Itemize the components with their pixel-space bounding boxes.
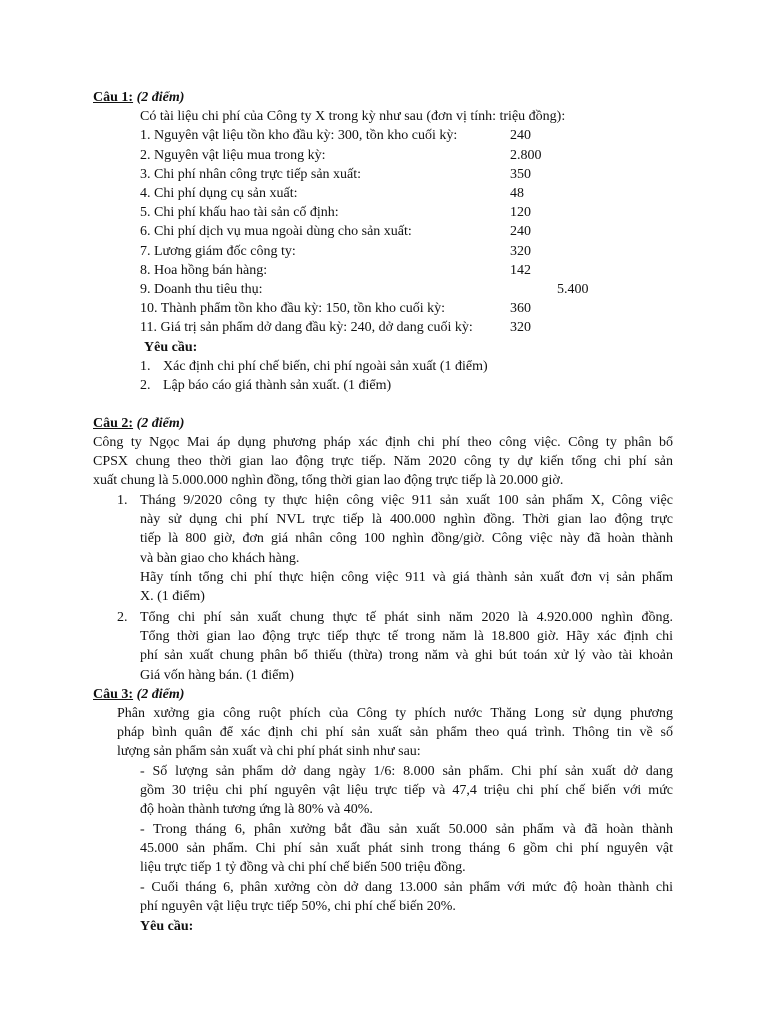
paragraph-line: pháp bình quân để xác định chi phí sản xuất sản phẩm theo quá trình. Thông tin về số	[117, 725, 673, 741]
paragraph-line: tiếp là 800 giờ, đơn giá nhân công 100 nghìn đồng/giờ. Công việc này đã hoàn thành	[140, 531, 673, 547]
paragraph-line: và bàn giao cho khách hàng.	[140, 550, 300, 566]
cost-item-label: 3. Chi phí nhân công trực tiếp sản xuất:	[140, 167, 362, 182]
cost-item-value: 320	[510, 320, 531, 335]
paragraph-line: X. (1 điểm)	[140, 589, 205, 605]
cost-item-value: 2.800	[510, 148, 542, 163]
question-2-item-1	[140, 491, 673, 606]
paragraph-line: này sử dụng chi phí NVL trực tiếp là 400.000 nghìn đồng. Thời gian lao động trực	[140, 512, 673, 528]
paragraph-line: Tổng chi phí sản xuất chung thực tế phát sinh năm 2020 là 4.920.000 nghìn đồng.	[140, 610, 673, 625]
paragraph-line: lượng sản phẩm sản xuất và chi phí phát sinh như sau:	[117, 744, 421, 760]
question-number: Câu 1:	[93, 90, 134, 105]
paragraph-line: CPSX chung theo thời gian lao động trực tiếp. Năm 2020 công ty dự kiến tổng chi phí sản	[93, 454, 673, 470]
cost-item-label: 2. Nguyên vật liệu mua trong kỳ:	[140, 148, 326, 163]
question-3-bullet-2	[140, 820, 673, 878]
cost-item-label: 9. Doanh thu tiêu thụ:	[140, 282, 263, 297]
requirement-text: Lập báo cáo giá thành sản xuất. (1 điểm)	[163, 378, 392, 393]
paragraph-line: liệu trực tiếp 1 tỷ đồng và chi phí chế biến 500 triệu đồng.	[140, 860, 466, 876]
cost-item-value: 360	[510, 301, 531, 316]
cost-item-value: 240	[510, 128, 531, 143]
question-1-intro: Có tài liệu chi phí của Công ty X trong kỳ như sau (đơn vị tính: triệu đồng):	[140, 109, 566, 124]
cost-item-value: 320	[510, 244, 531, 259]
question-2-title	[93, 414, 184, 433]
question-3-title	[93, 685, 184, 704]
question-points: (2 điểm)	[136, 416, 185, 431]
cost-item-value: 142	[510, 263, 531, 278]
paragraph-line: - Cuối tháng 6, phân xưởng còn dở dang 13.000 sản phẩm với mức độ hoàn thành chi	[140, 880, 673, 895]
requirements-heading: Yêu cầu:	[144, 340, 198, 355]
cost-item-value: 5.400	[557, 282, 589, 297]
cost-item-label: 7. Lương giám đốc công ty:	[140, 244, 296, 259]
cost-item-label: 8. Hoa hồng bán hàng:	[140, 263, 268, 278]
paragraph-line: xuất chung là 5.000.000 nghìn đồng, tổng thời gian lao động trực tiếp là 20.000 giờ.	[93, 473, 564, 489]
question-number: Câu 3:	[93, 687, 134, 702]
cost-item-label: 6. Chi phí dịch vụ mua ngoài dùng cho sản xuất:	[140, 224, 412, 239]
paragraph-line: Giá vốn hàng bán. (1 điểm)	[140, 667, 294, 683]
list-item-number: 1.	[117, 493, 128, 508]
cost-item-label: 10. Thành phẩm tồn kho đầu kỳ: 150, tồn kho cuối kỳ:	[140, 301, 445, 316]
paragraph-line: - Số lượng sản phẩm dở dang ngày 1/6: 8.000 sản phẩm. Chi phí sản xuất dở dang	[140, 764, 673, 779]
cost-item-value: 120	[510, 205, 531, 220]
requirement-number: 1.	[140, 359, 151, 374]
paragraph-line: Hãy tính tổng chi phí thực hiện công việc 911 và giá thành sản xuất đơn vị sản phẩm	[140, 569, 673, 585]
paragraph-line: Phân xưởng gia công ruột phích của Công ty phích nước Thăng Long sử dụng phương	[117, 706, 673, 721]
question-number: Câu 2:	[93, 416, 134, 431]
cost-item-label: 5. Chi phí khấu hao tài sản cố định:	[140, 205, 339, 220]
paragraph-line: độ hoàn thành tương ứng là 80% và 40%.	[140, 802, 373, 818]
cost-item-label: 11. Giá trị sản phẩm dở dang đầu kỳ: 240, dở dang cuối kỳ:	[140, 320, 473, 335]
requirement-number: 2.	[140, 378, 151, 393]
requirements-heading: Yêu cầu:	[140, 919, 194, 934]
paragraph-line: phí nguyên vật liệu trực tiếp 50%, chi phí chế biến 20%.	[140, 899, 456, 915]
question-3-bullet-1	[140, 762, 673, 820]
cost-item-label: 1. Nguyên vật liệu tồn kho đầu kỳ: 300, tồn kho cuối kỳ:	[140, 128, 458, 143]
paragraph-line: Công ty Ngọc Mai áp dụng phương pháp xác định chi phí theo công việc. Công ty phân bổ	[93, 435, 673, 450]
paragraph-line: phí sản xuất chung phân bổ thiếu (thừa) trong năm và ghi bút toán xử lý vào tài khoản	[140, 648, 673, 664]
question-3-bullet-3	[140, 878, 673, 916]
question-3-intro	[117, 704, 673, 762]
requirement-text: Xác định chi phí chế biến, chi phí ngoài sản xuất (1 điểm)	[163, 359, 488, 374]
paragraph-line: 45.000 sản phẩm. Chi phí sản xuất phát sinh trong tháng 6 gồm chi phí nguyên vật	[140, 841, 673, 857]
question-1-title	[93, 88, 184, 107]
cost-item-value: 350	[510, 167, 531, 182]
paragraph-line: Tổng thời gian lao động trực tiếp thực tế trong năm là 18.800 giờ. Hãy xác định chi	[140, 629, 673, 645]
paragraph-line: - Trong tháng 6, phân xưởng bắt đầu sản xuất 50.000 sản phẩm và đã hoàn thành	[140, 822, 673, 837]
cost-item-value: 48	[510, 186, 524, 201]
list-item-number: 2.	[117, 610, 128, 625]
paragraph-line: Tháng 9/2020 công ty thực hiện công việc 911 sản xuất 100 sản phẩm X, Công việc	[140, 493, 673, 508]
question-2-item-2	[140, 608, 673, 685]
question-points: (2 điểm)	[136, 687, 185, 702]
question-points: (2 điểm)	[136, 90, 185, 105]
paragraph-line: gồm 30 triệu chi phí nguyên vật liệu trực tiếp và 47,4 triệu chi phí chế biến với mức	[140, 783, 673, 799]
cost-item-value: 240	[510, 224, 531, 239]
cost-item-label: 4. Chi phí dụng cụ sản xuất:	[140, 186, 298, 201]
question-2-intro	[93, 433, 673, 491]
